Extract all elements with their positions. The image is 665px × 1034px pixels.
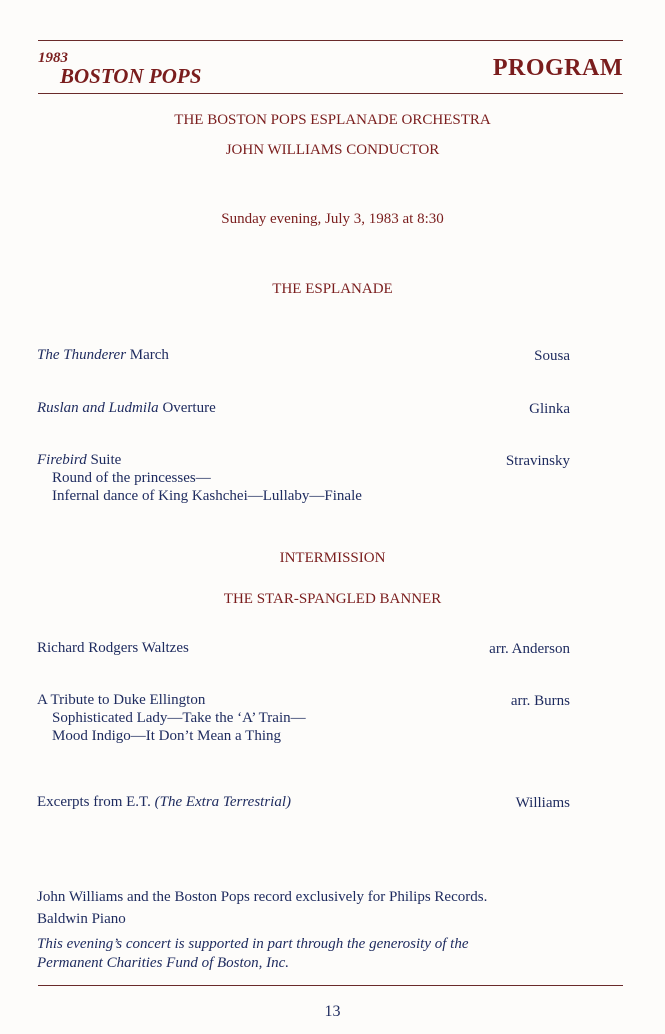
recording-note: John Williams and the Boston Pops record exclusively for Philips Records. xyxy=(37,889,488,905)
header-year: 1983 xyxy=(38,50,68,66)
composer: arr. Burns xyxy=(510,693,570,709)
program-item xyxy=(37,346,169,364)
header-title: BOSTON POPS xyxy=(60,64,202,88)
support-note xyxy=(37,935,468,973)
piece-title-rest: Overture xyxy=(158,400,216,416)
composer: Sousa xyxy=(534,348,570,364)
piece-title-rest: Suite xyxy=(86,452,122,468)
movement-line: Sophisticated Lady—Take the ‘A’ Train— xyxy=(52,710,306,726)
program-item xyxy=(37,399,216,417)
conductor-line: JOHN WILLIAMS CONDUCTOR xyxy=(225,142,440,158)
program-item xyxy=(37,691,306,745)
piece-title: Excerpts from E.T. xyxy=(37,794,155,810)
movement-line: Infernal dance of King Kashchei—Lullaby—Finale xyxy=(52,488,362,504)
composer: arr. Anderson xyxy=(489,641,570,657)
piece-title: Ruslan and Ludmila xyxy=(37,400,159,416)
program-label: PROGRAM xyxy=(492,55,623,81)
piece-title-rest: March xyxy=(126,347,169,363)
piece-title: Richard Rodgers Waltzes xyxy=(37,640,189,656)
date-line: Sunday evening, July 3, 1983 at 8:30 xyxy=(221,211,444,227)
top-rule xyxy=(38,40,623,41)
piece-title: Firebird xyxy=(37,452,87,468)
composer: Williams xyxy=(515,795,570,811)
composer: Stravinsky xyxy=(505,453,570,469)
program-item xyxy=(37,639,189,657)
program-item xyxy=(37,451,362,505)
support-line: This evening’s concert is supported in part through the generosity of the xyxy=(37,936,469,952)
piece-title: The Thunderer xyxy=(37,347,127,363)
page-number: 13 xyxy=(324,1003,341,1020)
orchestra-name: THE BOSTON POPS ESPLANADE ORCHESTRA xyxy=(174,112,491,128)
footer-rule xyxy=(38,985,623,986)
piece-title-italic: (The Extra Terrestrial) xyxy=(154,794,292,810)
composer: Glinka xyxy=(529,401,570,417)
movement-line: Round of the princesses— xyxy=(52,470,211,486)
intermission: INTERMISSION xyxy=(279,550,386,566)
movement-line: Mood Indigo—It Don’t Mean a Thing xyxy=(52,728,282,744)
venue: THE ESPLANADE xyxy=(272,281,393,297)
anthem: THE STAR-SPANGLED BANNER xyxy=(223,591,442,607)
program-item xyxy=(37,793,291,811)
header-rule xyxy=(38,93,623,94)
piece-title: A Tribute to Duke Ellington xyxy=(37,692,206,708)
support-line: Permanent Charities Fund of Boston, Inc. xyxy=(37,955,290,971)
piano-note: Baldwin Piano xyxy=(37,911,126,927)
